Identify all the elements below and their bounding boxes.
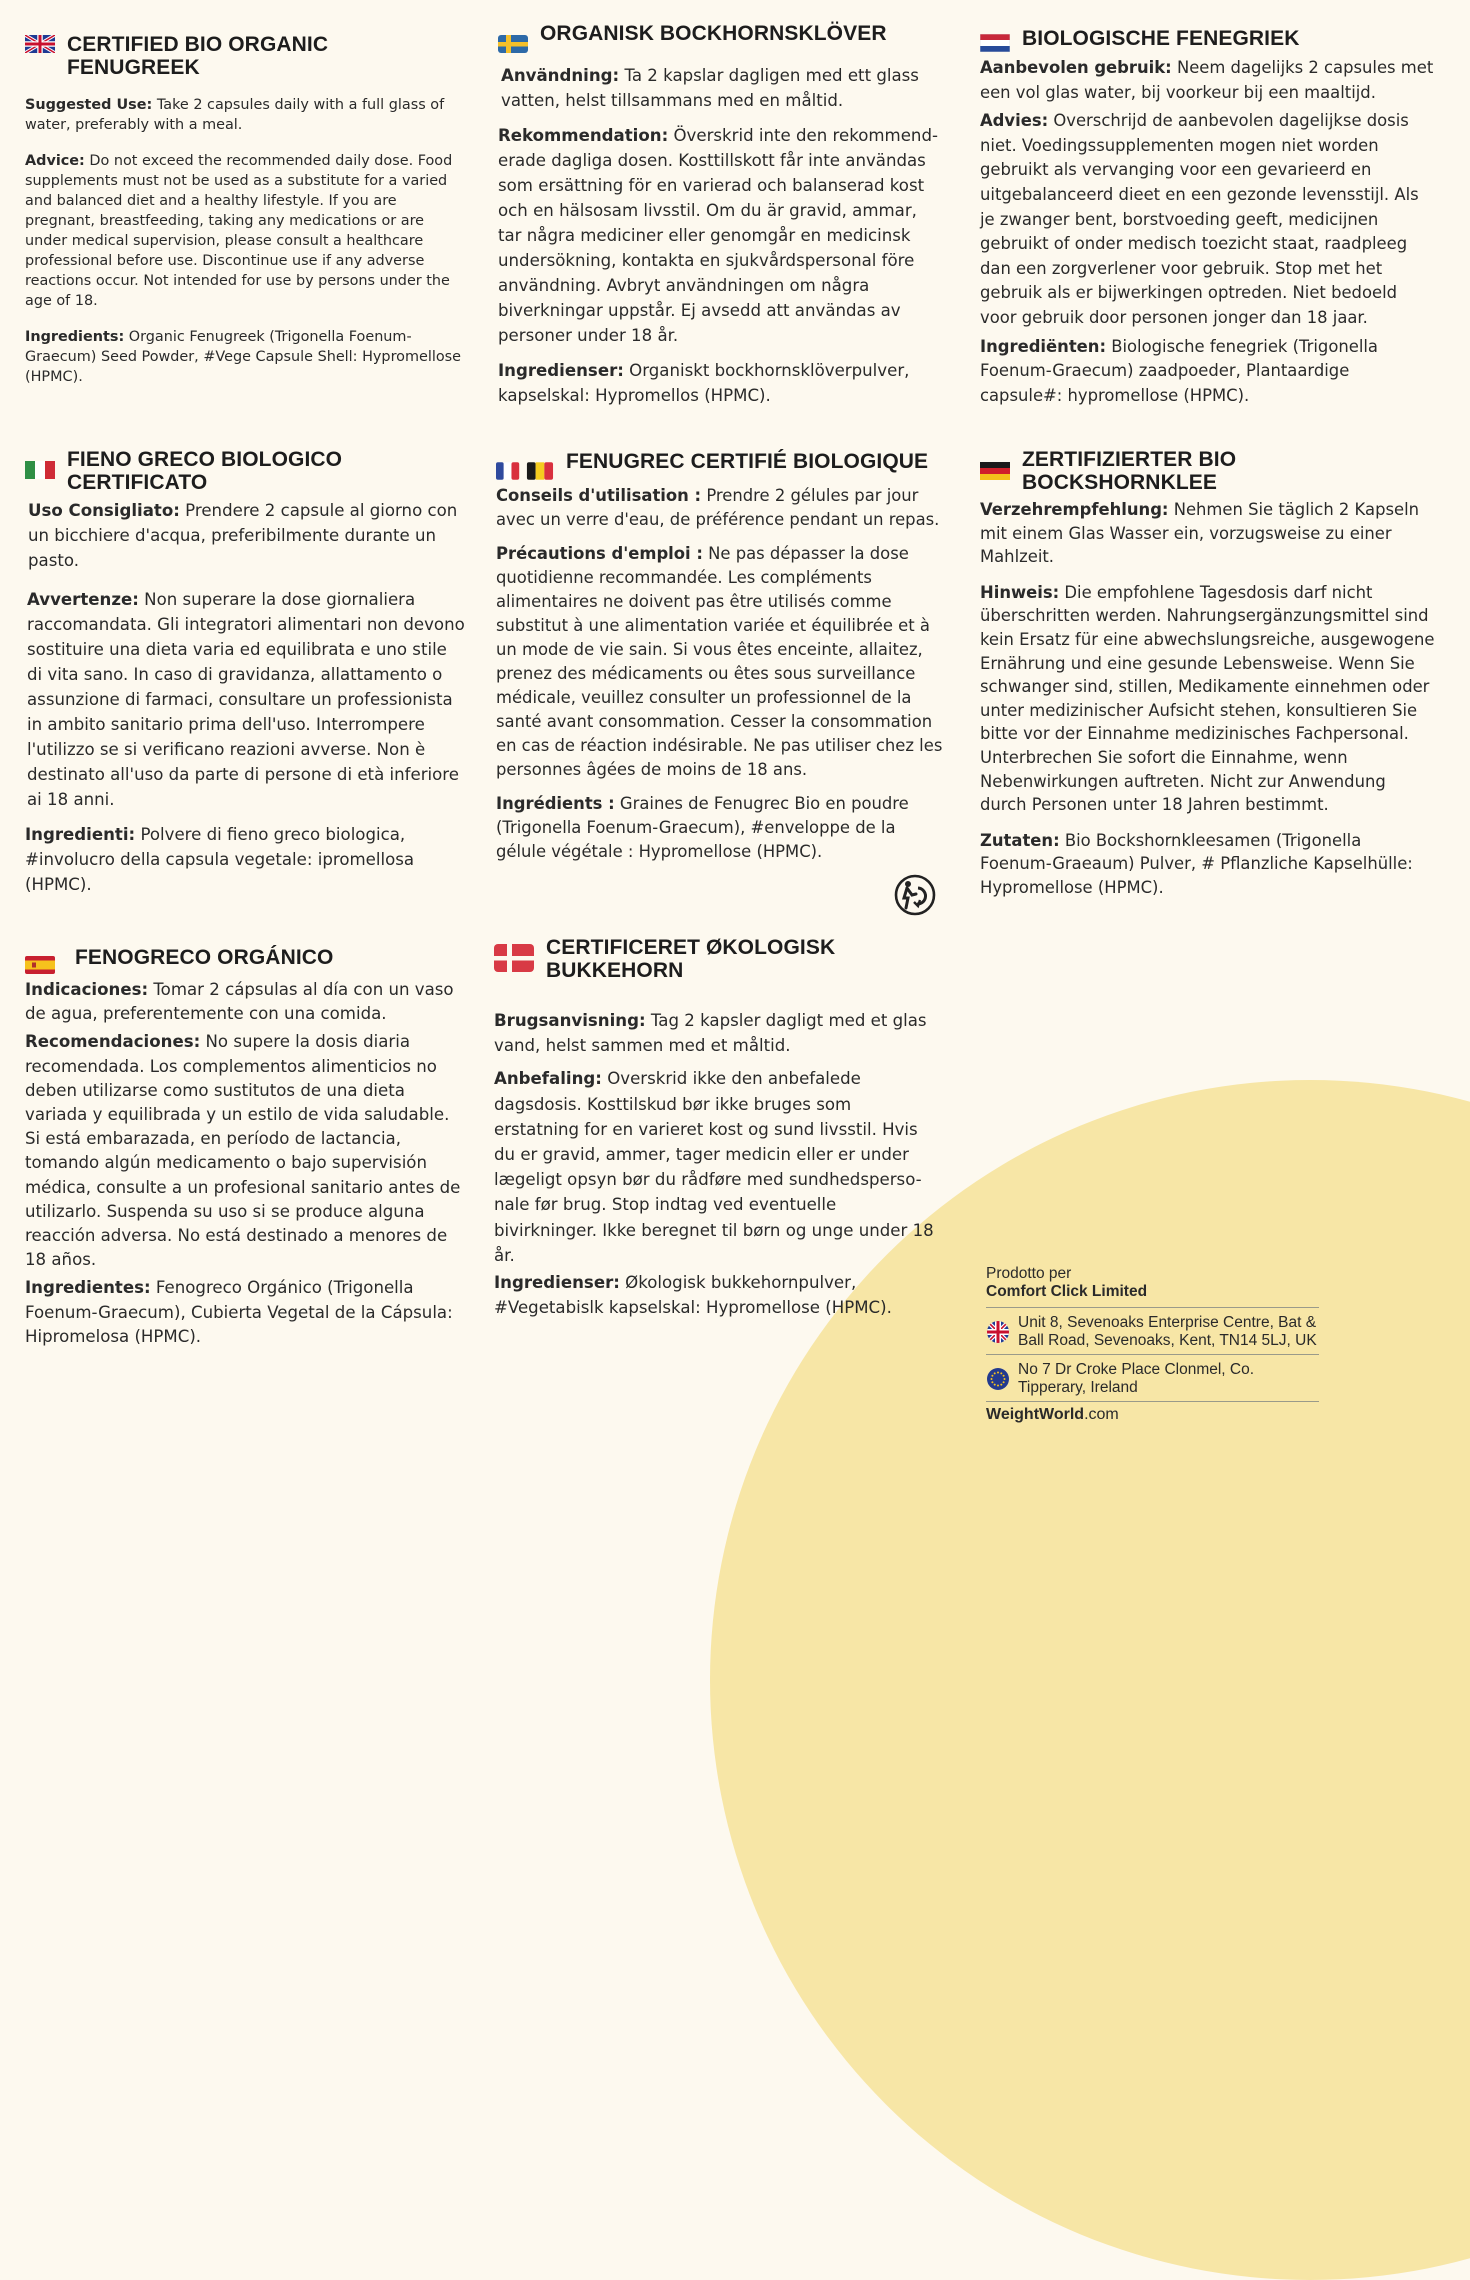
usage-paragraph: Aanbevolen gebruik: Neem dagelijks 2 capsules met een vol glas water, bij voorkeur bij een maaltijd. xyxy=(980,58,1434,102)
usage-paragraph: Suggested Use: Take 2 capsules daily with a full glass of water, preferably with a meal. xyxy=(25,97,445,133)
panel-title: ZERTIFIZIERTER BIO BOCKSHORNKLEE xyxy=(1022,448,1237,494)
france-belgium-flags-icon xyxy=(496,462,554,480)
denmark-flag-icon xyxy=(494,944,534,972)
eu-address: No 7 Dr Croke Place Clonmel, Co. Tipperary, Ireland xyxy=(1018,1361,1255,1396)
panel-title: FENOGRECO ORGÁNICO xyxy=(75,946,334,969)
usage-paragraph: Brugsanvisning: Tag 2 kapsler dagligt med et glas vand, helst sammen med et måltid. xyxy=(494,1011,927,1056)
panel-swedish xyxy=(498,22,938,418)
ingredients-paragraph: Ingredients: Organic Fenugreek (Trigonella Foenum-Graecum) Seed Powder, #Vege Capsule Shell: Hypromellose (HPMC). xyxy=(25,329,461,385)
panel-header xyxy=(494,936,938,982)
ingredients-paragraph: Ingredientes: Fenogreco Orgánico (Trigonella Foenum-Graecum), Cubierta Vegetal de la Cápsula: Hipromelosa (HPMC). xyxy=(25,1278,453,1346)
usage-paragraph: Uso Consigliato: Prendere 2 capsule al giorno con un bicchiere d'acqua, preferibilmente durante un pasto. xyxy=(28,501,458,570)
advice-paragraph: Recomendaciones: No supere la dosis diaria recomendada. Los complementos alimenticios no deben utilizarse como sustitutos de una dieta variada y equilibrada y un estilo de vida saludable. Si está embarazada, en período de lactancia, tomando algún medicamento o bajo supervisión médica, consulte a un profesional sanitario antes de utilizarlo. Suspenda su uso si se produce alguna reacción adversa. No está destinado a menores de 18 años. xyxy=(25,1032,461,1270)
usage-paragraph: Verzehrempfehlung: Nehmen Sie täglich 2 Kapseln mit einem Glas Wasser ein, vorzugsweise zu einer Mahlzeit. xyxy=(980,500,1420,567)
panel-header xyxy=(25,448,465,494)
panel-title: ORGANISK BOCKHORNSKLÖVER xyxy=(540,22,887,45)
ingredients-paragraph: Ingredienser: Organiskt bockhornsklöverpulver, kapselskal: Hypromellos (HPMC). xyxy=(498,361,910,405)
panel-header xyxy=(980,27,1435,52)
ingredients-paragraph: Zutaten: Bio Bockshornkleesamen (Trigonella Foenum-Graeaum) Pulver, # Pflanzliche Kapselhülle: Hypromellose (HPMC). xyxy=(980,830,1413,897)
ingredients-paragraph: Ingredienser: Økologisk bukkehornpulver, #Vegetabislk kapselskal: Hypromellose (HPMC). xyxy=(494,1273,892,1318)
panel-title: FIENO GRECO BIOLOGICO CERTIFICATO xyxy=(67,448,343,494)
panel-title: BIOLOGISCHE FENEGRIEK xyxy=(1022,27,1300,50)
advice-paragraph: Anbefaling: Overskrid ikke den anbefalede dagsdosis. Kosttilskud bør ikke bruges som erstatning for en varieret kost og sund livsstil. Hvis du er gravid, ammer, tager medicin eller er under lægeligt opsyn bør du rådføre med sundhedsperso-nale før brug. Stop indtag ved eventuelle bivirkninger. Ikke beregnet til børn og unge under 18 år. xyxy=(494,1069,934,1265)
panel-french xyxy=(496,450,948,874)
panel-english xyxy=(25,33,461,397)
uk-flag-icon xyxy=(986,1320,1010,1344)
website xyxy=(986,1401,1319,1424)
eu-address-row xyxy=(986,1354,1319,1401)
usage-paragraph: Indicaciones: Tomar 2 cápsulas al día con un vaso de agua, preferentemente con una comida. xyxy=(25,980,454,1024)
italy-flag-icon xyxy=(25,461,55,479)
panel-title: FENUGREC CERTIFIÉ BIOLOGIQUE xyxy=(566,450,929,473)
panel-title: CERTIFIED BIO ORGANIC FENUGREEK xyxy=(67,33,329,79)
panel-italian xyxy=(25,448,465,907)
panel-header xyxy=(25,33,461,79)
ingredients-paragraph: Ingredienti: Polvere di fieno greco biologica, #involucro della capsula vegetale: ipromellosa (HPMC). xyxy=(25,825,415,894)
advice-paragraph: Hinweis: Die empfohlene Tagesdosis darf nicht überschritten werden. Nahrungsergänzungsmittel sind kein Ersatz für eine abwechslungsreiche, ausgewogene Ernährung und eine gesunde Lebensweise. Wenn Sie schwanger sind, stillen, Medikamente einnehmen oder unter medizinischer Aufsicht stehen, konsultieren Sie bitte vor der Einnahme medizinisches Fachpersonal. Unterbrechen Sie sofort die Einnahme, wenn Nebenwirkungen auftreten. Nicht zur Anwendung durch Personen unter 18 Jahren bestimmt. xyxy=(980,582,1435,815)
advice-paragraph: Avvertenze: Non superare la dose giornaliera raccomandata. Gli integratori alimentari non devono sostituire una dieta varia ed equilibrata e uno stile di vita sano. In caso di gravidanza, allattamento o assunzione di farmaci, consultare un professionista in ambito sanitario prima dell'uso. Interrompere l'utilizzo se si verificano reazioni avverse. Non è destinato all'uso da parte di persone di età inferiore ai 18 anni. xyxy=(27,590,465,809)
germany-flag-icon xyxy=(980,462,1010,480)
website-brand: WeightWorld xyxy=(986,1406,1085,1423)
sweden-flag-icon xyxy=(498,35,528,53)
website-tld: .com xyxy=(1084,1406,1119,1423)
advice-paragraph: Précautions d'emploi : Ne pas dépasser la dose quotidienne recommandée. Les compléments alimentaires ne doivent pas être utilisés comme substitut à une alimentation variée et équilibrée et à un mode de vie sain. Si vous êtes enceinte, allaitez, prenez des médicaments ou êtes sous surveillance médicale, veuillez consulter un professionnel de la santé avant consommation. Cesser la consommation en cas de réaction indésirable. Ne pas utiliser chez les personnes âgées de moins de 18 ans. xyxy=(496,544,943,779)
panel-german xyxy=(980,448,1436,910)
panel-header xyxy=(498,22,938,53)
producer-block xyxy=(986,1265,1319,1301)
ingredients-paragraph: Ingrédients : Graines de Fenugrec Bio en poudre (Trigonella Foenum-Graecum), #enveloppe de la gélule végétale : Hypromellose (HPMC). xyxy=(496,794,909,861)
company-name: Comfort Click Limited xyxy=(986,1283,1148,1300)
panel-header xyxy=(496,450,948,480)
panel-spanish xyxy=(25,946,465,1359)
triman-recycling-icon xyxy=(893,873,937,917)
panel-dutch xyxy=(980,27,1435,418)
panel-header xyxy=(980,448,1436,494)
panel-title: CERTIFICERET ØKOLOGISK BUKKEHORN xyxy=(546,936,836,982)
advice-paragraph: Advice: Do not exceed the recommended daily dose. Food supplements must not be used as a substitute for a varied and balanced diet and a healthy lifestyle. If you are pregnant, breastfeeding, taking any medications or are under medical supervision, please consult a healthcare professional before use. Discontinue use if any adverse reactions occur. Not intended for use by persons under the age of 18. xyxy=(25,153,453,309)
uk-address-row xyxy=(986,1307,1319,1354)
uk-address: Unit 8, Sevenoaks Enterprise Centre, Bat & Ball Road, Sevenoaks, Kent, TN14 5LJ, UK xyxy=(1018,1314,1317,1349)
eu-flag-icon xyxy=(986,1367,1010,1391)
advice-paragraph: Advies: Overschrijd de aanbevolen dagelijkse dosis niet. Voedingssupplementen mogen niet worden gebruikt als vervanging voor een gevarieerd en uitgebalanceerd dieet en een gezonde levensstijl. Als je zwanger bent, borstvoeding geeft, medicijnen gebruikt of onder medisch toezicht staat, raadpleeg dan een zorgverlener voor gebruik. Stop met het gebruik als er bijwerkingen optreden. Niet bedoeld voor gebruik door personen jonger dan 18 jaar. xyxy=(980,111,1419,327)
panel-header xyxy=(25,946,465,974)
spain-flag-icon xyxy=(25,956,55,974)
usage-paragraph: Conseils d'utilisation : Prendre 2 gélules par jour avec un verre d'eau, de préférence pendant un repas. xyxy=(496,486,940,529)
panel-danish xyxy=(494,936,938,1330)
manufacturer-info xyxy=(986,1265,1319,1424)
uk-flag-icon xyxy=(25,35,55,53)
netherlands-flag-icon xyxy=(980,34,1010,52)
advice-paragraph: Rekommendation: Överskrid inte den rekommend-erade dagliga dosen. Kosttillskott får inte användas som ersättning för en varierad och balanserad kost och en hälsosam livsstil. Om du är gravid, ammar, tar några mediciner eller genomgår en medicinsk undersökning, kontakta en sjukvårdspersonal före användning. Avbryt användningen om några biverkningar uppstår. Ej avsedd att användas av personer under 18 år. xyxy=(498,126,938,345)
ingredients-paragraph: Ingrediënten: Biologische fenegriek (Trigonella Foenum-Graecum) zaadpoeder, Plantaardige capsule#: hypromellose (HPMC). xyxy=(980,336,1378,405)
usage-paragraph: Användning: Ta 2 kapslar dagligen med ett glass vatten, helst tillsammans med en måltid. xyxy=(501,66,919,110)
produced-by-label: Prodotto per xyxy=(986,1265,1072,1282)
